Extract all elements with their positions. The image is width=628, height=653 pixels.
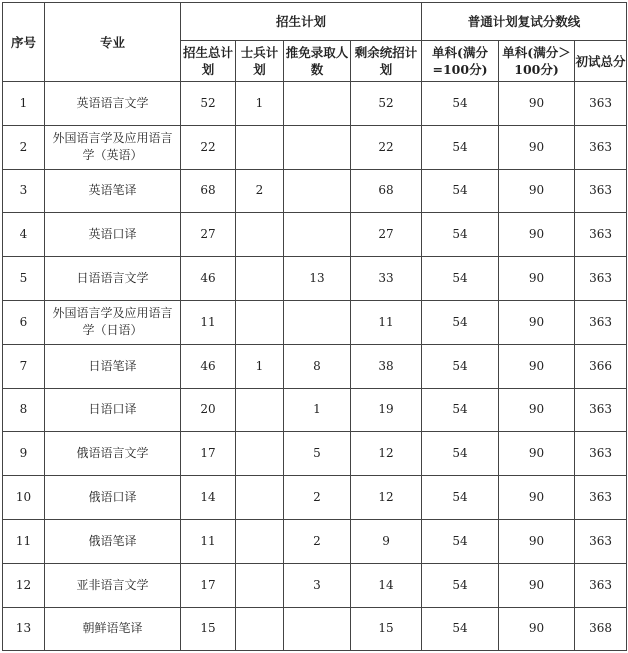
cell-remaining-plan: 33: [351, 257, 422, 301]
cell-remaining-plan: 9: [351, 519, 422, 563]
header-single-over100: 单科(满分＞100分): [499, 41, 575, 82]
cell-total-plan: 17: [181, 432, 236, 476]
cell-major: 外国语言学及应用语言学（英语）: [45, 125, 181, 169]
header-total-plan: 招生总计划: [181, 41, 236, 82]
table-row: [3, 519, 627, 563]
cell-single-over100: 90: [499, 607, 575, 651]
cell-soldier-plan: [236, 607, 284, 651]
cell-single-over100: 90: [499, 300, 575, 344]
cell-remaining-plan: 22: [351, 125, 422, 169]
cell-total-plan: 68: [181, 169, 236, 213]
table-row: [3, 213, 627, 257]
cell-index: 1: [3, 82, 45, 126]
cell-initial-total: 363: [575, 563, 627, 607]
cell-single-100: 54: [422, 213, 499, 257]
cell-exempt-admit: 1: [284, 388, 351, 432]
cell-exempt-admit: 3: [284, 563, 351, 607]
cell-remaining-plan: 27: [351, 213, 422, 257]
cell-single-over100: 90: [499, 213, 575, 257]
cell-single-100: 54: [422, 125, 499, 169]
cell-soldier-plan: [236, 563, 284, 607]
cell-index: 9: [3, 432, 45, 476]
cell-index: 5: [3, 257, 45, 301]
cell-exempt-admit: 2: [284, 519, 351, 563]
cell-exempt-admit: [284, 125, 351, 169]
header-single-100: 单科(满分=100分): [422, 41, 499, 82]
cell-index: 13: [3, 607, 45, 651]
cell-remaining-plan: 19: [351, 388, 422, 432]
cell-initial-total: 363: [575, 476, 627, 520]
admission-table: [2, 2, 627, 651]
table-body: [3, 82, 627, 651]
cell-exempt-admit: 13: [284, 257, 351, 301]
cell-single-over100: 90: [499, 344, 575, 388]
cell-single-over100: 90: [499, 476, 575, 520]
cell-single-over100: 90: [499, 388, 575, 432]
cell-soldier-plan: [236, 257, 284, 301]
cell-single-over100: 90: [499, 519, 575, 563]
header-remaining-plan: 剩余统招计划: [351, 41, 422, 82]
cell-remaining-plan: 11: [351, 300, 422, 344]
cell-single-over100: 90: [499, 82, 575, 126]
header-group-score: 普通计划复试分数线: [422, 3, 627, 41]
cell-single-over100: 90: [499, 432, 575, 476]
cell-remaining-plan: 38: [351, 344, 422, 388]
cell-single-100: 54: [422, 300, 499, 344]
cell-initial-total: 363: [575, 388, 627, 432]
cell-index: 6: [3, 300, 45, 344]
table-row: [3, 344, 627, 388]
table-row: [3, 82, 627, 126]
cell-single-100: 54: [422, 607, 499, 651]
cell-total-plan: 22: [181, 125, 236, 169]
cell-remaining-plan: 14: [351, 563, 422, 607]
cell-single-100: 54: [422, 169, 499, 213]
table-row: [3, 388, 627, 432]
cell-initial-total: 363: [575, 257, 627, 301]
table-row: [3, 476, 627, 520]
cell-index: 4: [3, 213, 45, 257]
cell-index: 7: [3, 344, 45, 388]
cell-soldier-plan: [236, 476, 284, 520]
cell-index: 12: [3, 563, 45, 607]
table-row: [3, 169, 627, 213]
cell-major: 亚非语言文学: [45, 563, 181, 607]
cell-remaining-plan: 12: [351, 432, 422, 476]
cell-total-plan: 15: [181, 607, 236, 651]
cell-remaining-plan: 52: [351, 82, 422, 126]
cell-index: 8: [3, 388, 45, 432]
cell-total-plan: 20: [181, 388, 236, 432]
cell-major: 英语语言文学: [45, 82, 181, 126]
cell-major: 朝鲜语笔译: [45, 607, 181, 651]
cell-initial-total: 363: [575, 169, 627, 213]
cell-remaining-plan: 68: [351, 169, 422, 213]
cell-single-100: 54: [422, 563, 499, 607]
cell-initial-total: 363: [575, 82, 627, 126]
cell-initial-total: 363: [575, 519, 627, 563]
cell-initial-total: 366: [575, 344, 627, 388]
cell-major: 俄语笔译: [45, 519, 181, 563]
cell-single-100: 54: [422, 432, 499, 476]
cell-soldier-plan: 1: [236, 344, 284, 388]
cell-single-100: 54: [422, 519, 499, 563]
cell-major: 英语口译: [45, 213, 181, 257]
cell-single-over100: 90: [499, 563, 575, 607]
cell-single-over100: 90: [499, 169, 575, 213]
table-row: [3, 432, 627, 476]
table-row: [3, 607, 627, 651]
cell-single-100: 54: [422, 257, 499, 301]
cell-soldier-plan: [236, 519, 284, 563]
cell-exempt-admit: [284, 82, 351, 126]
cell-major: 俄语语言文学: [45, 432, 181, 476]
table-row: [3, 257, 627, 301]
table-row: [3, 300, 627, 344]
cell-single-100: 54: [422, 344, 499, 388]
header-major: 专业: [45, 3, 181, 82]
cell-exempt-admit: [284, 607, 351, 651]
cell-initial-total: 363: [575, 300, 627, 344]
cell-major: 日语笔译: [45, 344, 181, 388]
cell-single-over100: 90: [499, 257, 575, 301]
cell-exempt-admit: 5: [284, 432, 351, 476]
cell-total-plan: 17: [181, 563, 236, 607]
cell-major: 外国语言学及应用语言学（日语）: [45, 300, 181, 344]
cell-initial-total: 363: [575, 213, 627, 257]
cell-initial-total: 363: [575, 125, 627, 169]
cell-exempt-admit: [284, 300, 351, 344]
cell-total-plan: 11: [181, 519, 236, 563]
header-exempt-admit: 推免录取人数: [284, 41, 351, 82]
cell-soldier-plan: 2: [236, 169, 284, 213]
cell-single-100: 54: [422, 388, 499, 432]
cell-exempt-admit: 8: [284, 344, 351, 388]
cell-index: 2: [3, 125, 45, 169]
header-soldier-plan: 士兵计划: [236, 41, 284, 82]
header-group-plan: 招生计划: [181, 3, 422, 41]
cell-total-plan: 27: [181, 213, 236, 257]
cell-soldier-plan: [236, 213, 284, 257]
cell-single-over100: 90: [499, 125, 575, 169]
cell-index: 10: [3, 476, 45, 520]
cell-single-100: 54: [422, 82, 499, 126]
cell-soldier-plan: [236, 388, 284, 432]
cell-remaining-plan: 15: [351, 607, 422, 651]
cell-total-plan: 52: [181, 82, 236, 126]
cell-total-plan: 46: [181, 257, 236, 301]
cell-soldier-plan: [236, 432, 284, 476]
cell-soldier-plan: [236, 300, 284, 344]
cell-index: 3: [3, 169, 45, 213]
cell-initial-total: 363: [575, 432, 627, 476]
cell-exempt-admit: 2: [284, 476, 351, 520]
cell-exempt-admit: [284, 213, 351, 257]
cell-major: 俄语口译: [45, 476, 181, 520]
cell-initial-total: 368: [575, 607, 627, 651]
cell-index: 11: [3, 519, 45, 563]
cell-single-100: 54: [422, 476, 499, 520]
cell-major: 日语口译: [45, 388, 181, 432]
header-index: 序号: [3, 3, 45, 82]
cell-soldier-plan: [236, 125, 284, 169]
table-row: [3, 563, 627, 607]
table-row: [3, 125, 627, 169]
cell-remaining-plan: 12: [351, 476, 422, 520]
cell-soldier-plan: 1: [236, 82, 284, 126]
cell-major: 英语笔译: [45, 169, 181, 213]
cell-total-plan: 11: [181, 300, 236, 344]
cell-exempt-admit: [284, 169, 351, 213]
header-initial-total: 初试总分: [575, 41, 627, 82]
cell-major: 日语语言文学: [45, 257, 181, 301]
cell-total-plan: 14: [181, 476, 236, 520]
cell-total-plan: 46: [181, 344, 236, 388]
